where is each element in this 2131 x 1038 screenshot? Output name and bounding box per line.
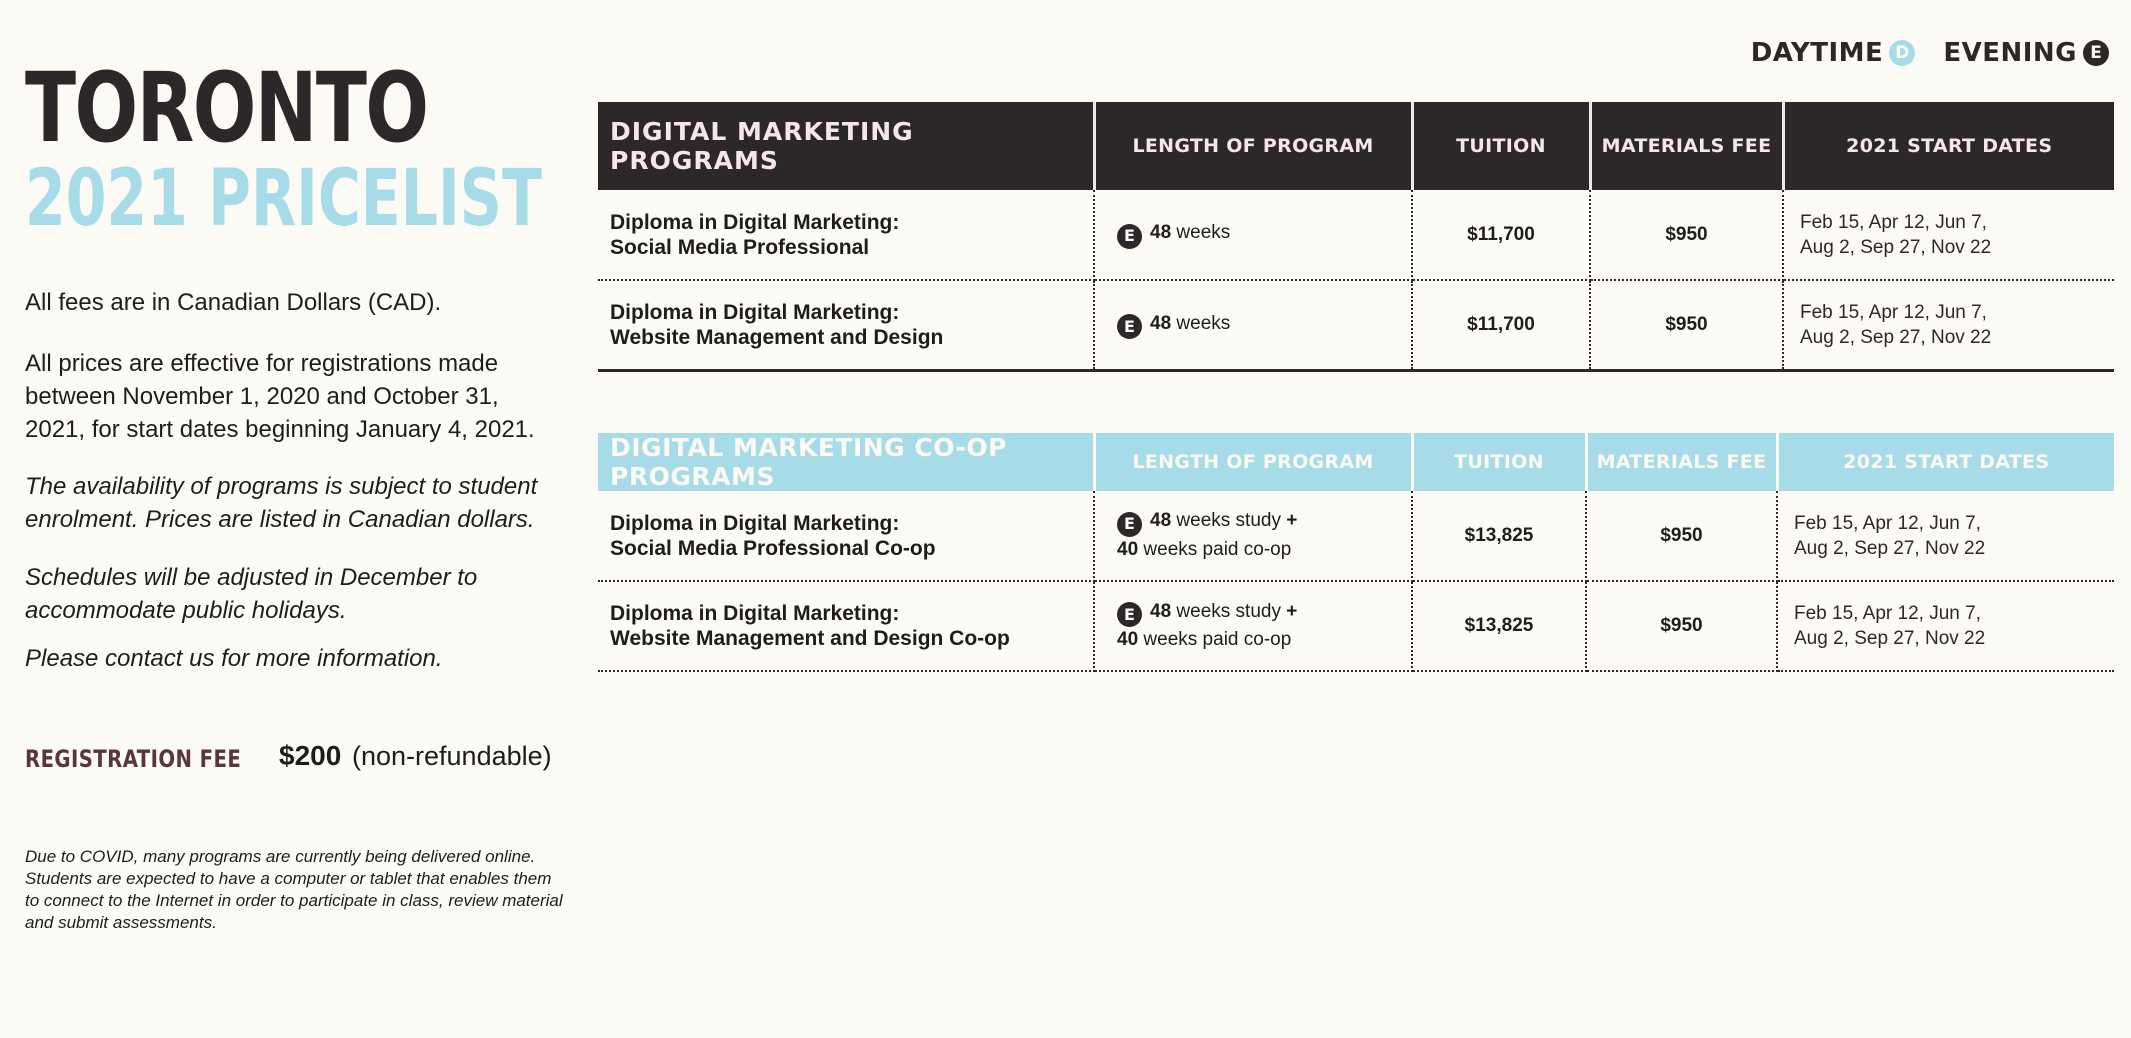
program-name [598, 190, 1094, 280]
program-name-line1: Diploma in Digital Marketing: [610, 602, 900, 625]
materials-fee: $950 [1586, 581, 1777, 671]
study-weeks-number: 48 [1150, 510, 1172, 532]
table-row [598, 280, 2114, 370]
tuition: $11,700 [1412, 280, 1590, 370]
info-column [25, 52, 565, 932]
coop-weeks-number: 40 [1117, 538, 1139, 560]
table-header-row [598, 433, 2114, 491]
evening-badge-icon: E [1117, 602, 1142, 627]
study-weeks-number: 48 [1150, 600, 1172, 622]
column-header-start-dates: 2021 START DATES [1777, 433, 2114, 491]
plus-sign: + [1286, 600, 1298, 622]
program-name-line1: Diploma in Digital Marketing: [610, 511, 900, 535]
start-dates [1777, 491, 2114, 581]
start-dates-line1: Feb 15, Apr 12, Jun 7, [1794, 603, 1981, 624]
table-row [598, 491, 2114, 581]
evening-badge-icon: E [1117, 224, 1142, 249]
length-number: 48 [1150, 312, 1172, 334]
program-name [598, 491, 1094, 581]
program-name-line2: Social Media Professional [610, 235, 870, 259]
tuition: $11,700 [1412, 190, 1590, 280]
materials-fee: $950 [1586, 491, 1777, 581]
coop-programs-table [598, 433, 2114, 672]
page-title: TORONTO [25, 52, 428, 164]
program-name-line2: Website Management and Design Co-op [610, 627, 1010, 650]
start-dates-line2: Aug 2, Sep 27, Nov 22 [1794, 628, 1986, 649]
daytime-badge-icon: D [1889, 40, 1915, 66]
study-weeks-unit: weeks study [1176, 510, 1281, 532]
availability-note: The availability of programs is subject to student enrolment. Prices are listed in Canadian dollars. [25, 473, 538, 533]
start-dates-line2: Aug 2, Sep 27, Nov 22 [1800, 326, 1992, 348]
registration-fee [25, 738, 585, 778]
plus-sign: + [1286, 510, 1298, 532]
tuition: $13,825 [1412, 581, 1586, 671]
start-dates [1783, 190, 2114, 280]
length-number: 48 [1150, 222, 1172, 244]
coop-weeks-number: 40 [1117, 629, 1139, 651]
column-header-start-dates: 2021 START DATES [1783, 102, 2114, 190]
length-unit: weeks [1176, 222, 1231, 244]
program-length [1094, 581, 1412, 671]
column-header-programs: DIGITAL MARKETING PROGRAMS [598, 102, 1094, 190]
table-header-row [598, 102, 2114, 190]
program-length [1094, 190, 1412, 280]
program-length [1094, 491, 1412, 581]
legend-evening [1943, 38, 2109, 68]
contact-note: Please contact us for more information. [25, 645, 443, 672]
program-length [1094, 280, 1412, 370]
start-dates-line1: Feb 15, Apr 12, Jun 7, [1800, 301, 1987, 323]
evening-badge-icon: E [1117, 314, 1142, 339]
programs-table [598, 102, 2114, 372]
table-row [598, 581, 2114, 671]
evening-badge-icon: E [1117, 512, 1142, 537]
schedule-legend [1723, 36, 2109, 70]
program-name-line2: Social Media Professional Co-op [610, 536, 936, 560]
tuition: $13,825 [1412, 491, 1586, 581]
column-header-programs: DIGITAL MARKETING CO-OP PROGRAMS [598, 433, 1094, 491]
registration-fee-amount: $200 [279, 740, 342, 771]
start-dates-line2: Aug 2, Sep 27, Nov 22 [1794, 537, 1986, 559]
start-dates [1777, 581, 2114, 671]
program-name-line2: Website Management and Design [610, 325, 944, 349]
start-dates-line1: Feb 15, Apr 12, Jun 7, [1800, 211, 1987, 233]
evening-badge-icon: E [2083, 40, 2109, 66]
column-header-tuition: TUITION [1412, 102, 1590, 190]
column-header-length: LENGTH OF PROGRAM [1094, 433, 1412, 491]
start-dates [1783, 280, 2114, 370]
page-subtitle: 2021 PRICELIST [25, 154, 542, 244]
start-dates-line1: Feb 15, Apr 12, Jun 7, [1794, 512, 1981, 534]
registration-fee-note: (non-refundable) [352, 741, 552, 771]
column-header-length: LENGTH OF PROGRAM [1094, 102, 1412, 190]
coop-weeks-unit: weeks paid co-op [1143, 629, 1292, 651]
currency-note: All fees are in Canadian Dollars (CAD). [25, 289, 442, 316]
registration-fee-label: REGISTRATION FEE [25, 745, 242, 773]
coop-weeks-unit: weeks paid co-op [1143, 538, 1292, 560]
legend-daytime-label: DAYTIME [1750, 38, 1884, 68]
program-name [598, 280, 1094, 370]
materials-fee: $950 [1590, 280, 1783, 370]
covid-note: Due to COVID, many programs are currently being delivered online. Students are expected to have a computer or tablet that enables them to connect to the Internet in order to participate in class, review material and submit assessments. [25, 847, 563, 932]
schedule-note: Schedules will be adjusted in December to accommodate public holidays. [25, 564, 478, 624]
study-weeks-unit: weeks study [1176, 600, 1281, 622]
program-name-line1: Diploma in Digital Marketing: [610, 210, 900, 234]
materials-fee: $950 [1590, 190, 1783, 280]
column-header-materials: MATERIALS FEE [1590, 102, 1783, 190]
length-unit: weeks [1176, 312, 1231, 334]
table-row [598, 190, 2114, 280]
program-name [598, 581, 1094, 671]
legend-evening-label: EVENING [1943, 38, 2077, 68]
column-header-tuition: TUITION [1412, 433, 1586, 491]
program-name-line1: Diploma in Digital Marketing: [610, 300, 900, 324]
legend-daytime [1751, 38, 1916, 68]
column-header-materials: MATERIALS FEE [1586, 433, 1777, 491]
start-dates-line2: Aug 2, Sep 27, Nov 22 [1800, 236, 1992, 258]
effective-note: All prices are effective for registrations made between November 1, 2020 and October 31, 2021, for start dates beginning January 4, 2021. [25, 350, 535, 443]
